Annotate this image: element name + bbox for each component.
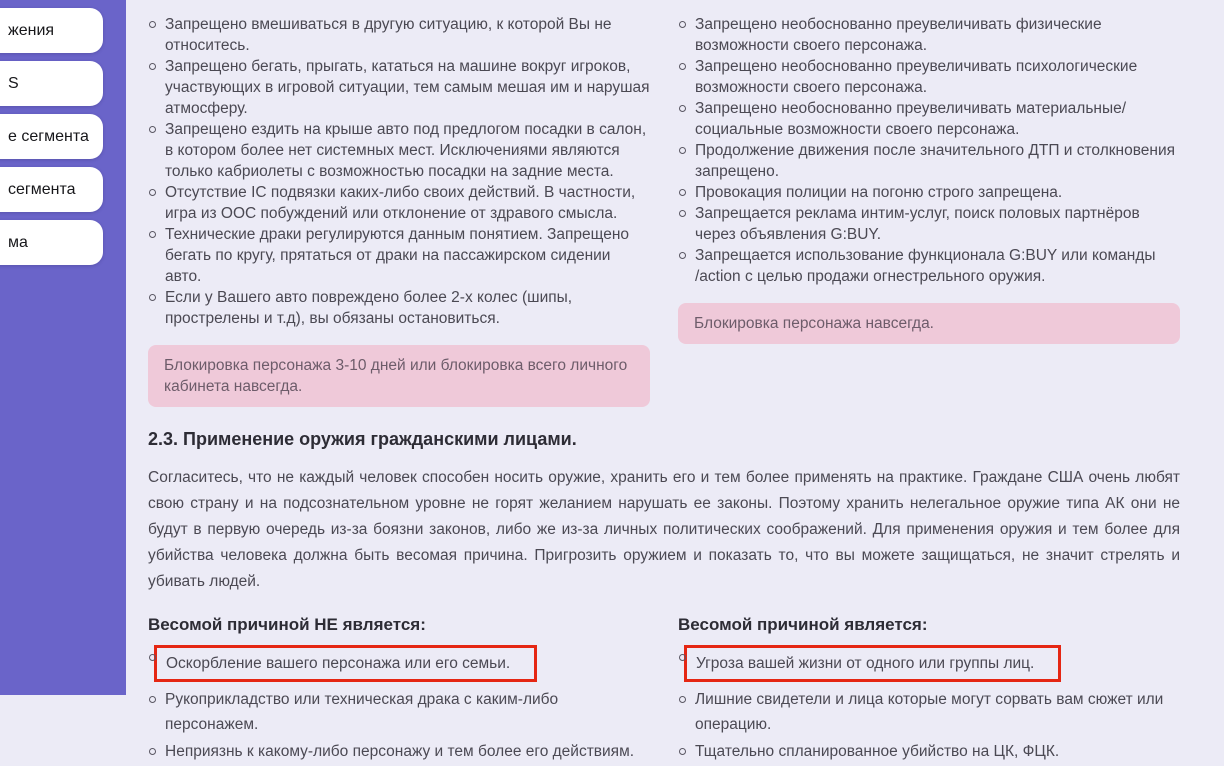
penalty-box-right <box>678 303 1180 344</box>
reason-item <box>678 645 1180 685</box>
rule-item-text: Запрещено ездить на крыше авто под предлогом посадки в салон, в котором более нет системных мест. Исключениями являются только кабриолеты с возможностью посадки на задние места. <box>165 121 647 180</box>
rule-item-text: Запрещено необоснованно преувеличивать физические возможности своего персонажа. <box>695 16 1102 54</box>
rule-item <box>148 14 650 56</box>
reasons-column-not-valid <box>148 615 650 766</box>
rule-item <box>678 14 1180 56</box>
not-valid-list <box>148 645 650 764</box>
valid-list <box>678 645 1180 764</box>
intro-paragraph: Согласитесь, что не каждый человек способен носить оружие, хранить его и тем более применять на практике. Граждане США очень любят свою страну и на подсознательном уровне не горят желанием нарушать ее законы. Поэтому хранить нелегальное оружие типа АК они не будут в первую очередь из-за боязни законов, либо же из-за личных политических соображений. Для применения оружия и тем более для убийства человека должна быть весомая причина. Пригрозить оружием и показать то, что вы можете защищаться, не значит стрелять и убивать людей. <box>148 469 1180 590</box>
rule-item-text: Отсутствие IC подвязки каких-либо своих действий. В частности, игра из ООС побуждений или отклонение от здравого смысла. <box>165 184 636 222</box>
rule-item <box>678 98 1180 140</box>
penalty-text: Блокировка персонажа навсегда. <box>694 315 934 332</box>
rule-item <box>678 203 1180 245</box>
sidebar-item[interactable] <box>0 8 103 53</box>
reason-item-text: Неприязнь к какому-либо персонажу и тем более его действиям. <box>165 743 635 760</box>
rule-item-text: Запрещается использование функционала G:BUY или команды /action с целью продажи огнестрельного оружия. <box>695 247 1156 285</box>
rule-item-text: Запрещено необоснованно преувеличивать психологические возможности своего персонажа. <box>695 58 1138 96</box>
rules-column-right <box>678 14 1180 344</box>
penalty-box-left <box>148 345 650 407</box>
not-valid-heading: Весомой причиной НЕ является: <box>148 615 426 634</box>
main-content <box>126 0 1224 760</box>
rule-item-text: Запрещено бегать, прыгать, кататься на машине вокруг игроков, участвующих в игровой ситуации, тем самым мешая им и нарушая атмосферу. <box>165 58 650 117</box>
sidebar-item[interactable] <box>0 220 103 265</box>
rule-item <box>678 182 1180 203</box>
rule-item-text: Технические драки регулируются данным понятием. Запрещено бегать по кругу, прятаться от драки на пассажирском сидении авто. <box>165 226 630 285</box>
rule-item-text: Если у Вашего авто повреждено более 2-х колес (шипы, прострелены и т.д), вы обязаны остановиться. <box>165 289 573 327</box>
reason-item <box>148 739 650 764</box>
rule-item-text: Запрещается реклама интим-услуг, поиск половых партнёров через объявления G:BUY. <box>695 205 1140 243</box>
reasons-column-valid <box>678 615 1180 766</box>
penalty-text: Блокировка персонажа 3-10 дней или блокировка всего личного кабинета навсегда. <box>164 357 628 395</box>
sidebar-item-label: е сегмента <box>8 127 89 145</box>
reasons-section <box>148 615 1180 766</box>
reason-item-text: Рукоприкладство или техническая драка с каким-либо персонажем. <box>165 691 559 733</box>
reason-item-text: Тщательно спланированное убийство на ЦК, ФЦК. <box>695 743 1060 760</box>
rules-list-left <box>148 14 650 329</box>
sidebar-item[interactable] <box>0 167 103 212</box>
reason-item-text: Угроза вашей жизни от одного или группы лиц. <box>684 645 1061 682</box>
sidebar-item-label: жения <box>8 21 55 39</box>
reason-item-text: Лишние свидетели и лица которые могут сорвать вам сюжет или операцию. <box>695 691 1164 733</box>
rule-item <box>678 140 1180 182</box>
rule-item <box>148 287 650 329</box>
rule-item-text: Провокация полиции на погоню строго запрещена. <box>695 184 1063 201</box>
rule-item-text: Продолжение движения после значительного ДТП и столкновения запрещено. <box>695 142 1176 180</box>
sidebar-item[interactable] <box>0 114 103 159</box>
reason-item-text: Оскорбление вашего персонажа или его семьи. <box>154 645 537 682</box>
sidebar-item[interactable] <box>0 61 103 106</box>
rule-item <box>678 245 1180 287</box>
rules-list-right <box>678 14 1180 287</box>
reason-item <box>148 645 650 685</box>
rule-item-text: Запрещено вмешиваться в другую ситуацию, к которой Вы не относитесь. <box>165 16 612 54</box>
sidebar-item-label: сегмента <box>8 180 76 198</box>
sidebar-menu <box>0 8 126 265</box>
reason-item <box>678 739 1180 764</box>
rule-item <box>148 119 650 182</box>
rule-item <box>148 224 650 287</box>
sidebar <box>0 0 126 695</box>
sidebar-item-label: S <box>8 74 19 92</box>
rules-column-left <box>148 14 650 407</box>
sidebar-item-label: ма <box>8 233 28 251</box>
rule-item <box>148 56 650 119</box>
rule-item <box>148 182 650 224</box>
valid-heading: Весомой причиной является: <box>678 615 928 634</box>
rule-item-text: Запрещено необоснованно преувеличивать материальные/социальные возможности своего персонажа. <box>695 100 1127 138</box>
rule-item <box>678 56 1180 98</box>
section-heading: 2.3. Применение оружия гражданскими лицами. <box>148 429 577 449</box>
rules-section <box>148 14 1180 407</box>
